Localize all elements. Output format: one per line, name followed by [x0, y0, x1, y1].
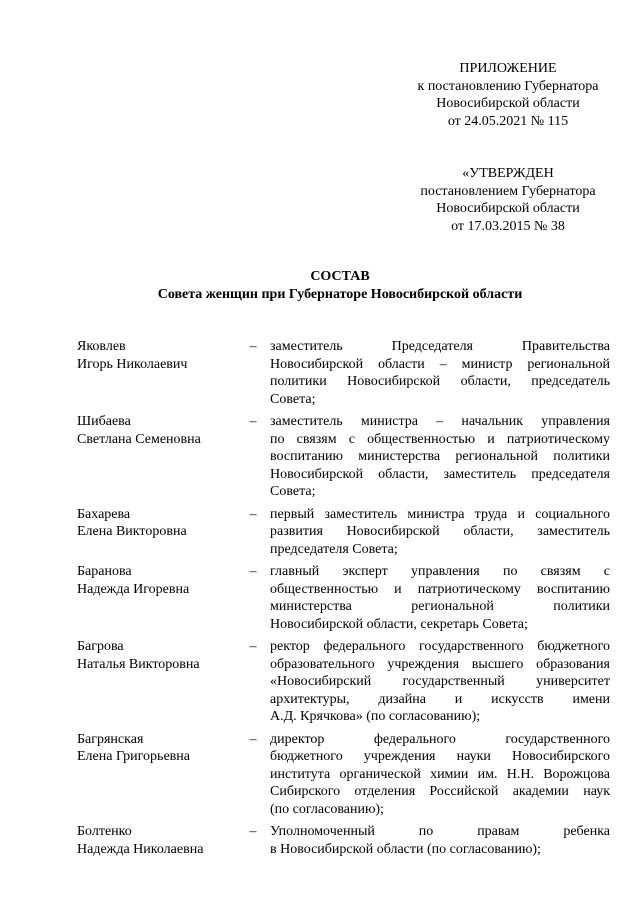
approval-label: «УТВЕРЖДЕН [462, 166, 554, 181]
member-position-line: воспитанию министерства региональной политики [270, 449, 610, 464]
attachment-reference: к постановлению Губернатора [417, 78, 599, 94]
member-dash: – [249, 731, 257, 747]
member-position-line: заместитель министра – начальник управления [270, 414, 610, 429]
list-item [77, 638, 610, 726]
member-position-line: первый заместитель министра труда и социального [270, 506, 610, 522]
member-dash: – [249, 564, 257, 579]
member-position-line: А.Д. Крячкова» (по согласованию); [270, 709, 481, 724]
list-item [77, 338, 610, 408]
member-position-line: Совета; [270, 391, 316, 407]
member-position-line: Новосибирской области, секретарь Совета; [270, 616, 528, 632]
member-position [270, 638, 610, 726]
document-title [0, 268, 640, 303]
member-dash: – [249, 639, 257, 654]
member-given-name: Надежда Николаевна [77, 841, 204, 857]
member-given-name: Игорь Николаевич [77, 356, 188, 372]
member-position-line: (по согласованию); [270, 801, 384, 817]
attachment-label: ПРИЛОЖЕНИЕ [459, 61, 557, 76]
member-position-line: в Новосибирской области (по согласованию); [270, 841, 541, 857]
member-position-line: Уполномоченный по правам ребенка [270, 824, 610, 839]
member-surname: Яковлев [77, 339, 126, 354]
member-dash: – [249, 506, 257, 522]
member-position-line: общественностью и патриотическому воспитанию [270, 581, 610, 597]
member-position-line: главный эксперт управления по связям с [270, 564, 610, 579]
member-position-line: «Новосибирский государственный университет [270, 674, 610, 689]
member-name [77, 563, 237, 598]
member-given-name: Елена Викторовна [77, 524, 187, 539]
list-item [77, 413, 610, 501]
member-position-line: председателя Совета; [270, 541, 398, 557]
member-dash: – [249, 414, 257, 429]
member-position-line: Сибирского отделения Российской академии наук [270, 784, 610, 799]
member-surname: Баранова [77, 564, 132, 579]
list-item [77, 823, 610, 858]
title-sub: Совета женщин при Губернаторе Новосибирской области [157, 286, 523, 302]
member-surname: Багрянская [77, 731, 144, 747]
member-position-line: Совета; [270, 484, 316, 499]
member-position-line: ректор федерального государственного бюджетного [270, 639, 610, 654]
member-position-line: заместитель Председателя Правительства [270, 339, 610, 354]
member-dash: – [249, 339, 257, 354]
approval-header [380, 165, 636, 235]
list-item [77, 731, 610, 819]
member-surname: Болтенко [77, 824, 132, 839]
list-item [77, 563, 610, 633]
member-given-name: Светлана Семеновна [77, 431, 201, 447]
member-position [270, 823, 610, 858]
attachment-header [380, 60, 636, 130]
members-list [77, 338, 610, 863]
member-position-line: института органической химии им. Н.Н. Ворожцова [270, 766, 610, 782]
member-position-line: директор федерального государственного [270, 731, 610, 747]
member-position-line: архитектуры, дизайна и искусств имени [270, 691, 610, 707]
member-position-line: образовательного учреждения высшего образования [270, 656, 610, 672]
approval-reference: постановлением Губернатора [420, 183, 596, 199]
member-position-line: министерства региональной политики [270, 599, 610, 614]
approval-date-number: от 17.03.2015 № 38 [451, 218, 565, 234]
member-position [270, 563, 610, 633]
member-position-line: политики Новосибирской области, председатель [270, 374, 610, 389]
member-name [77, 731, 237, 766]
member-name [77, 638, 237, 673]
member-name [77, 338, 237, 373]
member-dash: – [249, 824, 257, 839]
member-name [77, 506, 237, 541]
member-position [270, 338, 610, 408]
title-main: СОСТАВ [310, 269, 370, 284]
member-name [77, 823, 237, 858]
member-surname: Шибаева [77, 414, 131, 429]
member-surname: Бахарева [77, 506, 131, 522]
member-position-line: развития Новосибирской области, заместитель [270, 524, 610, 539]
member-position-line: по связям с общественностью и патриотическому [270, 431, 610, 447]
attachment-region: Новосибирской области [436, 96, 580, 111]
approval-region: Новосибирской области [436, 201, 580, 216]
member-surname: Багрова [77, 639, 124, 654]
attachment-date-number: от 24.05.2021 № 115 [447, 113, 569, 129]
member-position-line: Новосибирской области, заместитель председателя [270, 466, 610, 482]
member-name [77, 413, 237, 448]
member-given-name: Наталья Викторовна [77, 656, 200, 672]
list-item [77, 506, 610, 559]
member-position-line: бюджетного учреждения науки Новосибирского [270, 749, 610, 764]
member-position [270, 506, 610, 559]
member-given-name: Елена Григорьевна [77, 749, 190, 764]
member-position [270, 731, 610, 819]
member-position [270, 413, 610, 501]
member-given-name: Надежда Игоревна [77, 581, 190, 597]
member-position-line: Новосибирской области – министр региональной [270, 356, 610, 372]
